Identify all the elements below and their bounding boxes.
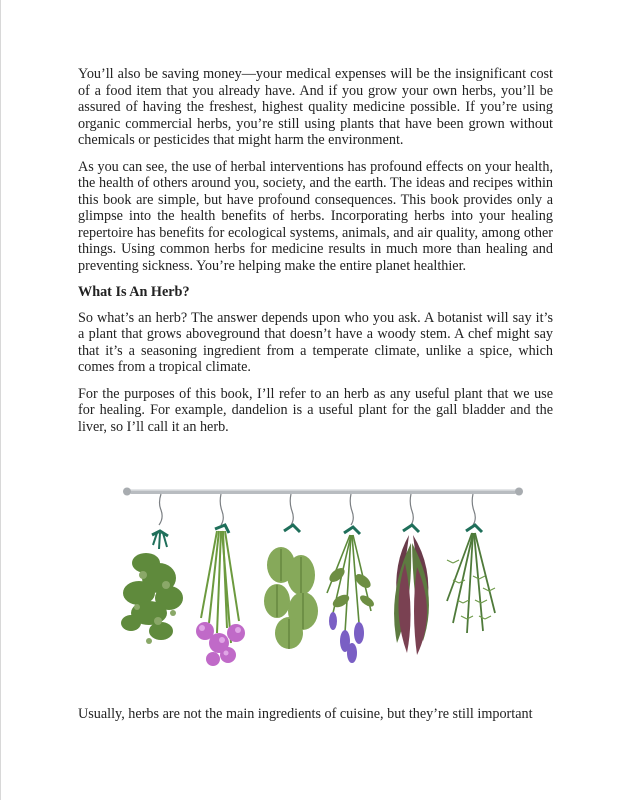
paragraph-usually-herbs: Usually, herbs are not the main ingredients of cuisine, but they’re still important xyxy=(78,706,533,722)
paragraph-profound-effects: As you can see, the use of herbal interventions has profound effects on your health, the health of others around you, society, and the earth. The ideas and recipes within this book are simple, but have profound consequences. This book provides only a glimpse into the health benefits of herbs. Incorporating herbs into your healing repertoire has benefits for ecological systems, animals, and air quality, among other things. Using common herbs for medicine results in much more than healing and preventing sickness. You’re helping make the entire planet healthier. xyxy=(78,158,553,274)
text-column xyxy=(78,66,553,445)
text-column-bottom xyxy=(78,706,553,733)
oregano-bunch xyxy=(264,494,318,649)
hanging-herbs-illustration xyxy=(101,483,531,673)
hanging-herbs-image xyxy=(101,483,531,673)
chive-bunch xyxy=(196,494,245,666)
rosemary-bunch xyxy=(447,494,495,633)
sage-bunch xyxy=(394,494,429,655)
lavender-bunch xyxy=(327,494,376,663)
paragraph-what-is-herb: So what’s an herb? The answer depends upon who you ask. A botanist will say it’s a plant that grows aboveground that doesn’t have a woody stem. A chef might say that it’s a seasoning ingredient from a temperate climate, unlike a spice, which comes from a tropical climate. xyxy=(78,309,553,375)
paragraph-saving-money: You’ll also be saving money—your medical expenses will be the insignificant cost of a food item that you already have. And if you grow your own herbs, you’ll be assured of having the freshest, highest quality medicine possible. If you’re using organic commercial herbs, you’re still using plants that have been grown without chemicals or pesticides that might harm the environment. xyxy=(78,66,553,148)
paragraph-definition: For the purposes of this book, I’ll refer to an herb as any useful plant that we use for healing. For example, dandelion is a useful plant for the gall bladder and the liver, so I’ll call it an herb. xyxy=(78,385,553,435)
section-heading: What Is An Herb? xyxy=(78,284,190,300)
thyme-bunch xyxy=(121,494,183,644)
